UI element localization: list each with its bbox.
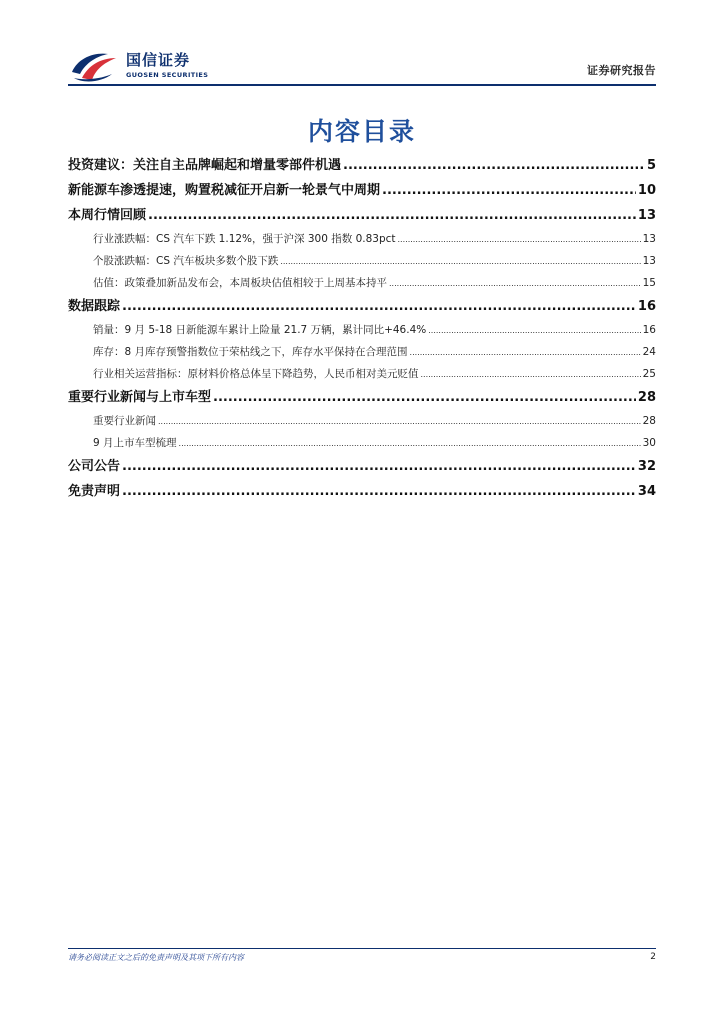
toc-leader xyxy=(343,153,645,178)
toc-entry-label: 新能源车渗透提速，购置税减征开启新一轮景气中周期 xyxy=(68,183,381,198)
toc-entry-page: 10 xyxy=(637,183,656,198)
toc-entry-label: 9 月上市车型梳理 xyxy=(93,437,177,449)
toc-subentry[interactable] xyxy=(68,228,656,250)
toc-entry-page: 13 xyxy=(642,255,656,267)
toc-entry[interactable] xyxy=(68,294,656,319)
toc-entry-label: 公司公告 xyxy=(68,459,121,474)
toc-subentry[interactable] xyxy=(68,319,656,341)
toc-entry-label: 行业涨跌幅：CS 汽车下跌 1.12%，强于沪深 300 指数 0.83pct xyxy=(93,233,396,245)
toc-entry-label: 投资建议：关注自主品牌崛起和增量零部件机遇 xyxy=(68,158,342,173)
toc-entry[interactable] xyxy=(68,153,656,178)
toc-entry[interactable] xyxy=(68,203,656,228)
table-of-contents xyxy=(68,153,656,504)
toc-leader xyxy=(398,228,641,251)
toc-entry-page: 30 xyxy=(642,437,656,449)
toc-entry-page: 25 xyxy=(642,368,656,380)
toc-leader xyxy=(280,250,640,273)
toc-entry-page: 34 xyxy=(637,484,656,499)
guosen-logo-icon xyxy=(68,48,124,84)
toc-leader xyxy=(158,410,641,433)
toc-entry-label: 数据跟踪 xyxy=(68,299,121,314)
toc-subentry[interactable] xyxy=(68,250,656,272)
page-header xyxy=(68,48,656,84)
toc-entry-page: 16 xyxy=(637,299,656,314)
toc-entry-label: 免责声明 xyxy=(68,484,121,499)
toc-entry-label: 重要行业新闻 xyxy=(93,415,156,427)
toc-leader xyxy=(410,341,641,364)
toc-entry-label: 重要行业新闻与上市车型 xyxy=(68,390,212,405)
toc-leader xyxy=(421,363,641,386)
toc-entry[interactable] xyxy=(68,385,656,410)
toc-leader xyxy=(148,203,636,228)
toc-leader xyxy=(179,432,641,455)
toc-entry-label: 销量：9 月 5-18 日新能源车累计上险量 21.7 万辆，累计同比+46.4% xyxy=(93,324,427,336)
toc-leader xyxy=(122,454,636,479)
footer-divider xyxy=(68,948,656,949)
toc-entry[interactable] xyxy=(68,178,656,203)
toc-entry-label: 个股涨跌幅：CS 汽车板块多数个股下跌 xyxy=(93,255,279,267)
toc-leader xyxy=(122,479,636,504)
toc-entry-page: 28 xyxy=(642,415,656,427)
report-type-label: 证券研究报告 xyxy=(587,64,656,77)
toc-subentry[interactable] xyxy=(68,432,656,454)
header-divider xyxy=(68,84,656,86)
company-name-cn: 国信证券 xyxy=(126,51,191,69)
toc-title: 内容目录 xyxy=(307,117,416,146)
toc-subentry[interactable] xyxy=(68,341,656,363)
toc-entry-page: 28 xyxy=(637,390,656,405)
toc-entry-page: 16 xyxy=(642,324,656,336)
toc-subentry[interactable] xyxy=(68,272,656,294)
toc-entry[interactable] xyxy=(68,454,656,479)
toc-subentry[interactable] xyxy=(68,410,656,432)
toc-entry-label: 本周行情回顾 xyxy=(68,208,147,223)
toc-entry-page: 32 xyxy=(637,459,656,474)
toc-entry-page: 13 xyxy=(642,233,656,245)
page-number: 2 xyxy=(650,952,656,962)
toc-entry-page: 15 xyxy=(642,277,656,289)
toc-entry[interactable] xyxy=(68,479,656,504)
toc-entry-label: 库存：8 月库存预警指数位于荣枯线之下，库存水平保持在合理范围 xyxy=(93,346,408,358)
disclaimer-note: 请务必阅读正文之后的免责声明及其项下所有内容 xyxy=(68,953,244,962)
toc-subentry[interactable] xyxy=(68,363,656,385)
toc-leader xyxy=(382,178,636,203)
toc-leader xyxy=(213,385,636,410)
toc-leader xyxy=(428,319,640,342)
toc-entry-page: 24 xyxy=(642,346,656,358)
company-name-en: GUOSEN SECURITIES xyxy=(126,71,209,79)
toc-entry-label: 行业相关运营指标：原材料价格总体呈下降趋势，人民币相对美元贬值 xyxy=(93,368,419,380)
toc-leader xyxy=(122,294,636,319)
toc-leader xyxy=(389,272,641,295)
toc-entry-label: 估值：政策叠加新品发布会，本周板块估值相较于上周基本持平 xyxy=(93,277,387,289)
toc-entry-page: 13 xyxy=(637,208,656,223)
company-logo xyxy=(68,48,208,84)
toc-entry-page: 5 xyxy=(646,158,656,173)
